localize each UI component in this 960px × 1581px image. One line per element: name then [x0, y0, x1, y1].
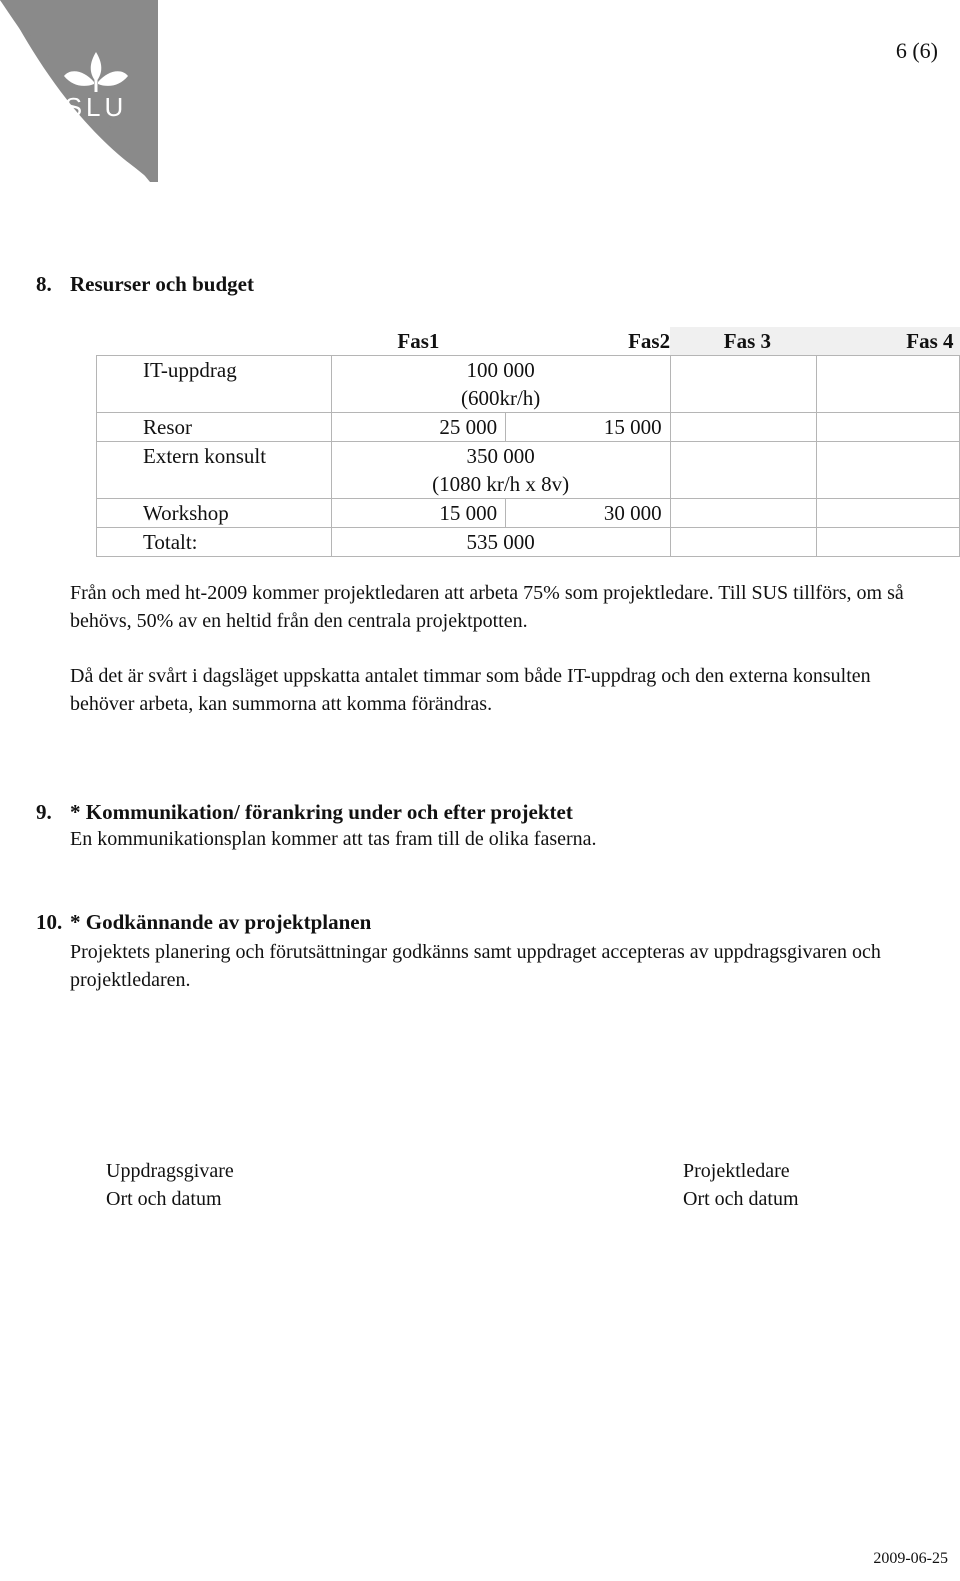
section-8-title: Resurser och budget: [70, 272, 254, 296]
table-row: [97, 442, 960, 499]
section-9-body: En kommunikationsplan kommer att tas fram till de olika faserna.: [70, 828, 597, 850]
fas4-cell: [817, 356, 960, 413]
merged-value: 535 000: [466, 530, 535, 554]
budget-paragraph-uncertainty: Då det är svårt i dagsläget uppskatta antalet timmar som både IT-uppdrag och den externa konsulten behöver arbeta, kan summorna att komma förändras.: [70, 665, 871, 715]
row-label: Totalt:: [97, 528, 332, 557]
slu-logo: [0, 0, 162, 186]
section-10-title: * Godkännande av projektplanen: [70, 910, 372, 934]
fas1-cell: 25 000: [331, 413, 505, 442]
row-value-merged: [331, 356, 670, 413]
merged-value: 350 000: [466, 444, 535, 468]
signature-role: Projektledare: [683, 1160, 790, 1182]
row-label: IT-uppdrag: [97, 356, 332, 413]
merged-subvalue: (1080 kr/h x 8v): [432, 472, 570, 496]
section-10-body: Projektets planering och förutsättningar godkänns samt uppdraget accepteras av uppdragsgivaren och projektledaren.: [70, 941, 881, 991]
fas2-cell: 30 000: [506, 499, 670, 528]
header-fas1: Fas1: [397, 329, 440, 353]
merged-subvalue: (600kr/h): [460, 386, 541, 410]
row-label: Workshop: [97, 499, 332, 528]
fas3-cell: [670, 413, 817, 442]
footer-date: 2009-06-25: [873, 1550, 948, 1567]
section-9-heading: [36, 800, 573, 825]
table-row: [97, 356, 960, 413]
table-row: [97, 499, 960, 528]
fas4-cell: [817, 528, 960, 557]
section-9-title: * Kommunikation/ förankring under och efter projektet: [70, 800, 573, 824]
budget-paragraph-staffing: Från och med ht-2009 kommer projektledaren att arbeta 75% som projektledare. Till SUS tillförs, om så behövs, 50% av en heltid från den centrala projektpotten.: [70, 582, 904, 632]
section-10-number: 10.: [36, 910, 63, 934]
signature-line: Ort och datum: [683, 1188, 799, 1210]
header-fas4: Fas 4: [817, 327, 960, 356]
budget-table-header-row: [97, 327, 960, 356]
header-fas3: Fas 3: [670, 327, 817, 356]
page-number: 6 (6): [895, 38, 938, 63]
fas3-cell: [670, 356, 817, 413]
fas4-cell: [817, 442, 960, 499]
row-label: Extern konsult: [97, 442, 332, 499]
section-10-heading: [36, 910, 371, 935]
fas1-cell: 15 000: [331, 499, 505, 528]
fas3-cell: [670, 442, 817, 499]
row-value-merged: [331, 528, 670, 557]
header-blank: [97, 327, 332, 356]
fas3-cell: [670, 528, 817, 557]
signature-role: Uppdragsgivare: [106, 1160, 234, 1182]
fas3-cell: [670, 499, 817, 528]
fas4-cell: [817, 413, 960, 442]
fas4-cell: [817, 499, 960, 528]
header-fas2: Fas2: [628, 329, 671, 353]
section-8-number: 8.: [36, 272, 52, 296]
table-row: [97, 528, 960, 557]
signature-block-project-leader: [683, 1157, 799, 1213]
row-value-merged: [331, 442, 670, 499]
table-row: [97, 413, 960, 442]
signature-block-client: [106, 1157, 234, 1213]
row-label: Resor: [97, 413, 332, 442]
fas2-cell: 15 000: [506, 413, 670, 442]
logo-text: SLU: [64, 92, 128, 122]
section-8-heading: [36, 272, 254, 297]
merged-value: 100 000: [466, 358, 535, 382]
signature-line: Ort och datum: [106, 1188, 222, 1210]
section-9-number: 9.: [36, 800, 52, 824]
budget-table: [96, 327, 960, 557]
